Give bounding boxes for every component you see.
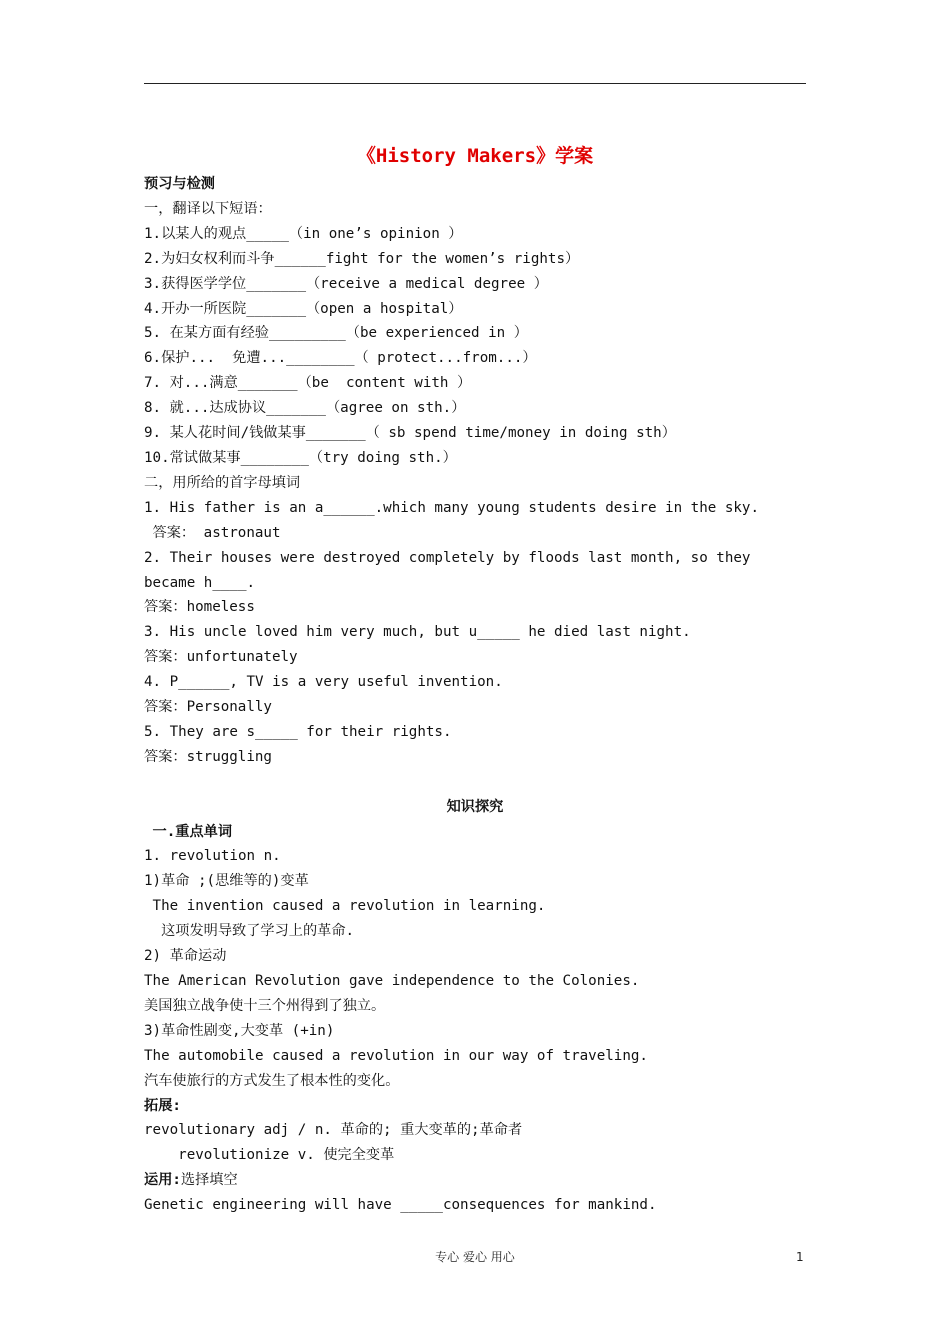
section-heading: 知识探究 [446,798,504,815]
text-line: The American Revolution gave independence to the Colonies. [144,972,640,989]
worksheet-lines [144,172,806,1218]
header-rule [144,83,806,84]
text-line: 这项发明导致了学习上的革命. [144,923,355,940]
text-line: 答案：struggling [144,748,272,765]
section-heading: 预习与检测 [144,176,215,192]
text-line: Genetic engineering will have _____consequences for mankind. [144,1197,657,1214]
text-line: 2) 革命运动 [144,948,227,965]
text-line: 4. P______, TV is a very useful invention. [144,674,503,691]
text-line: 6.保护... 免遭...________（ protect...from...） [144,350,537,367]
page-footer: 专心 爱心 用心 [435,1250,515,1264]
text-line: The invention caused a revolution in learning. [144,898,546,915]
text-line: 3. His uncle loved him very much, but u_____ he died last night. [144,624,691,641]
text-line: 答案：unfortunately [144,649,298,666]
text-line: The automobile caused a revolution in our way of traveling. [144,1047,648,1064]
text-line: 3)革命性剧变,大变革 (+in) [144,1022,335,1039]
text-line: 2.为妇女权利而斗争______fight for the women’s rights） [144,250,580,267]
section-heading: 拓展: [144,1097,181,1114]
text-line: 7. 对...满意_______（be content with ） [144,375,472,392]
text-line: 1. revolution n. [144,848,281,865]
section-heading [144,1168,806,1193]
label-rest: 选择填空 [180,1172,238,1189]
text-line: 8. 就...达成协议_______（agree on sth.） [144,400,466,417]
text-line: 9. 某人花时间/钱做某事_______（ sb spend time/money in doing sth） [144,425,676,442]
text-line: 美国独立战争使十三个州得到了独立。 [144,997,386,1014]
text-line: 3.获得医学学位_______（receive a medical degree ） [144,275,548,292]
worksheet-title: 《History Makers》学案 [356,145,594,167]
text-line: 二，用所给的首字母填词 [144,474,301,491]
label: 运用: [144,1172,181,1189]
text-line: 汽车使旅行的方式发生了根本性的变化。 [144,1072,400,1089]
text-line: 1. His father is an a______.which many young students desire in the sky. [144,499,759,516]
text-line: 5. They are s_____ for their rights. [144,723,452,740]
text-line: revolutionary adj / n. 革命的; 重大变革的;革命者 [144,1122,523,1139]
text-line: 答案：homeless [144,599,255,616]
text-line: 答案： astronaut [144,524,281,541]
page-number: 1 [796,1250,804,1264]
text-line: 答案：Personally [144,699,272,716]
worksheet-body [144,140,806,1218]
blank-line [144,770,806,795]
text-line: 10.常试做某事________（try doing sth.） [144,449,457,466]
text-line: revolutionize v. 使完全变革 [144,1147,395,1164]
text-line: 4.开办一所医院_______（open a hospital） [144,300,463,317]
text-line: 2. Their houses were destroyed completely by floods last month, so they became h____. [144,549,751,591]
text-line: 5. 在某方面有经验_________（be experienced in ） [144,325,528,342]
text-line: 1)革命 ;(思维等的)变革 [144,873,309,890]
section-heading: 一.重点单词 [144,823,233,840]
text-line: 一，翻译以下短语： [144,200,272,217]
text-line: 1.以某人的观点_____（in one’s opinion ） [144,225,463,242]
